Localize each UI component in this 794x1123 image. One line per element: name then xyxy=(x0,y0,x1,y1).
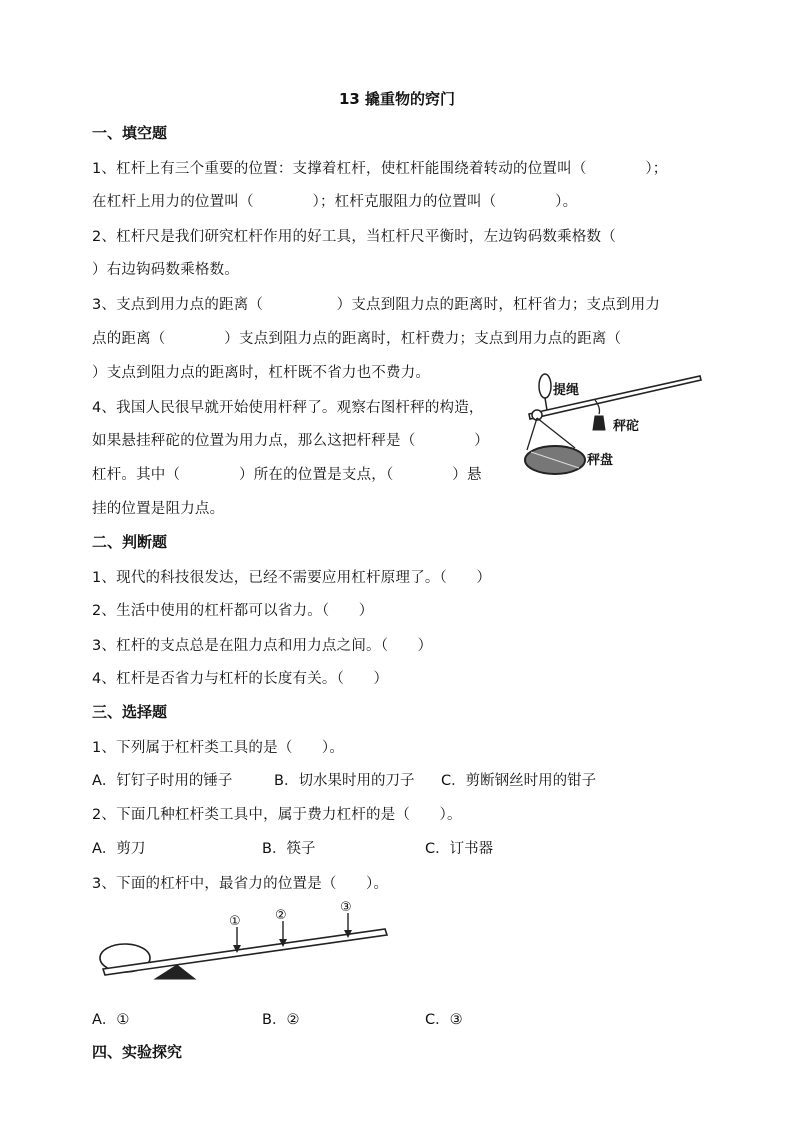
lever-figure xyxy=(95,895,395,985)
choice-q2: 2、下面几种杠杆类工具中，属于费力杠杆的是（ ）。 xyxy=(92,807,462,823)
judge-q1: 1、现代的科技很发达，已经不需要应用杠杆原理了。（ ） xyxy=(92,570,492,586)
judge-q4: 4、杠杆是否省力与杠杆的长度有关。（ ） xyxy=(92,671,389,687)
choice-q3-option-b: B．② xyxy=(262,1012,300,1028)
section-choice-heading: 三、选择题 xyxy=(92,703,168,721)
choice-q3-option-a: A．① xyxy=(92,1012,130,1028)
fill-q2-line1: 2、杠杆尺是我们研究杠杆作用的好工具，当杠杆尺平衡时，左边钩码数乘格数（ xyxy=(92,229,616,245)
label-weight: 秤砣 xyxy=(613,419,640,434)
section-fill-heading: 一、填空题 xyxy=(92,124,168,142)
fill-q4-line3: 杠杆。其中（ ）所在的位置是支点，（ ）悬 xyxy=(92,467,482,483)
choice-q1: 1、下列属于杠杆类工具的是（ ）。 xyxy=(92,740,345,756)
choice-q1-option-c: C．剪断钢丝时用的钳子 xyxy=(441,773,597,789)
choice-q2-option-b: B．筷子 xyxy=(262,841,316,857)
fill-q2-line2: ）右边钩码数乘格数。 xyxy=(92,262,239,278)
page-title: 13 撬重物的窍门 xyxy=(338,90,456,108)
section-judge-heading: 二、判断题 xyxy=(92,533,168,551)
choice-q3: 3、下面的杠杆中，最省力的位置是（ ）。 xyxy=(92,876,389,892)
label-pan: 秤盘 xyxy=(587,453,614,468)
marker-2: ② xyxy=(275,908,287,923)
scale-weight xyxy=(593,416,605,430)
rope-loop xyxy=(539,374,551,398)
fill-q4-line4: 挂的位置是阻力点。 xyxy=(92,501,225,517)
judge-q3: 3、杠杆的支点总是在阻力点和用力点之间。（ ） xyxy=(92,638,433,654)
fill-q4-line2: 如果悬挂秤砣的位置为用力点，那么这把杆秤是（ ） xyxy=(92,433,489,449)
fill-q3-line1: 3、支点到用力点的距离（ ）支点到阻力点的距离时，杠杆省力；支点到用力 xyxy=(92,297,661,313)
fill-q3-line2: 点的距离（ ）支点到阻力点的距离时，杠杆费力；支点到用力点的距离（ xyxy=(92,331,622,347)
choice-q2-option-a: A．剪刀 xyxy=(92,841,146,857)
choice-q3-option-c: C．③ xyxy=(425,1012,463,1028)
fill-q1-line1: 1、杠杆上有三个重要的位置：支撑着杠杆，使杠杆能围绕着转动的位置叫（ ）； xyxy=(92,161,668,177)
steelyard-figure xyxy=(515,368,715,483)
fill-q4-line1: 4、我国人民很早就开始使用杆秤了。观察右图杆秤的构造， xyxy=(92,400,484,416)
fill-q1-line2: 在杠杆上用力的位置叫（ ）；杠杆克服阻力的位置叫（ ）。 xyxy=(92,194,578,210)
marker-3: ③ xyxy=(340,900,352,915)
judge-q2: 2、生活中使用的杠杆都可以省力。（ ） xyxy=(92,603,374,619)
section-experiment-heading: 四、实验探究 xyxy=(92,1043,183,1061)
choice-q1-option-b: B．切水果时用的刀子 xyxy=(274,773,415,789)
label-rope: 提绳 xyxy=(553,383,580,398)
marker-1: ① xyxy=(229,914,241,929)
fill-q3-line3: ）支点到阻力点的距离时，杠杆既不省力也不费力。 xyxy=(92,365,431,381)
choice-q2-option-c: C．订书器 xyxy=(425,841,494,857)
choice-q1-option-a: A．钉钉子时用的锤子 xyxy=(92,773,233,789)
